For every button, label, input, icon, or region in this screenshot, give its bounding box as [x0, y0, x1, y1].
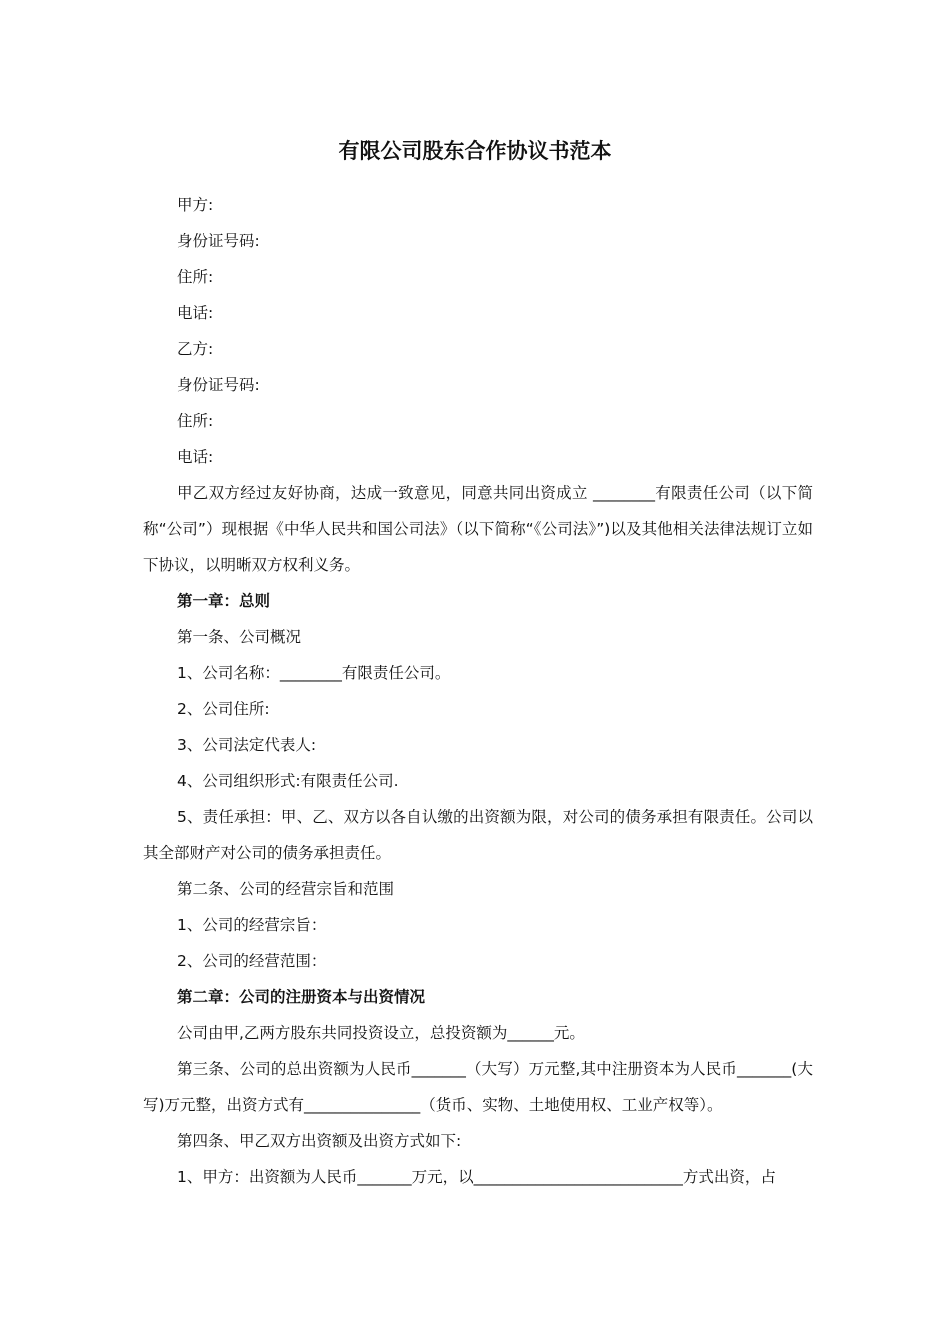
document-body	[143, 187, 813, 1195]
party-b-address-label: 住所:	[177, 412, 214, 430]
article-1-item-3: 3、公司法定代表人:	[177, 736, 317, 754]
chapter-2-heading: 第二章：公司的注册资本与出资情况	[177, 988, 426, 1006]
article-2-item-2: 2、公司的经营范围：	[177, 952, 327, 970]
article-1-item-5: 5、责任承担：甲、乙、双方以各自认缴的出资额为限，对公司的债务承担有限责任。公司以其全部财产对公司的债务承担责任。	[143, 808, 813, 862]
party-a-address-label: 住所:	[177, 268, 214, 286]
chapter-2-intro: 公司由甲,乙两方股东共同投资设立，总投资额为______元。	[177, 1024, 585, 1042]
party-a-id-label: 身份证号码:	[177, 232, 260, 250]
party-b-label: 乙方:	[177, 340, 214, 358]
article-3-paragraph: 第三条、公司的总出资额为人民币_______（大写）万元整,其中注册资本为人民币_______(大写)万元整，出资方式有_______________（货币、实物、土地使用权、工业产权等）。	[143, 1060, 813, 1114]
party-a-label: 甲方:	[177, 196, 214, 214]
article-1-item-1: 1、公司名称：________有限责任公司。	[177, 664, 451, 682]
party-a-phone-label: 电话:	[177, 304, 214, 322]
article-2-heading: 第二条、公司的经营宗旨和范围	[177, 880, 395, 898]
chapter-1-heading: 第一章：总则	[177, 592, 271, 610]
article-4-item-1: 1、甲方：出资额为人民币_______万元，以___________________________方式出资，占	[177, 1168, 776, 1186]
article-1-item-4: 4、公司组织形式:有限责任公司.	[177, 772, 399, 790]
preamble-paragraph: 甲乙双方经过友好协商，达成一致意见，同意共同出资成立 ________有限责任公司（以下简称“公司”）现根据《中华人民共和国公司法》（以下简称“《公司法》”)以及其他相关法律法规订立如下协议，以明晰双方权利义务。	[143, 484, 813, 574]
document-title: 有限公司股东合作协议书范本	[338, 139, 612, 163]
party-b-id-label: 身份证号码:	[177, 376, 260, 394]
article-4-heading: 第四条、甲乙双方出资额及出资方式如下:	[177, 1132, 462, 1150]
article-1-heading: 第一条、公司概况	[177, 628, 302, 646]
article-2-item-1: 1、公司的经营宗旨：	[177, 916, 327, 934]
article-1-item-2: 2、公司住所:	[177, 700, 270, 718]
party-b-phone-label: 电话:	[177, 448, 214, 466]
